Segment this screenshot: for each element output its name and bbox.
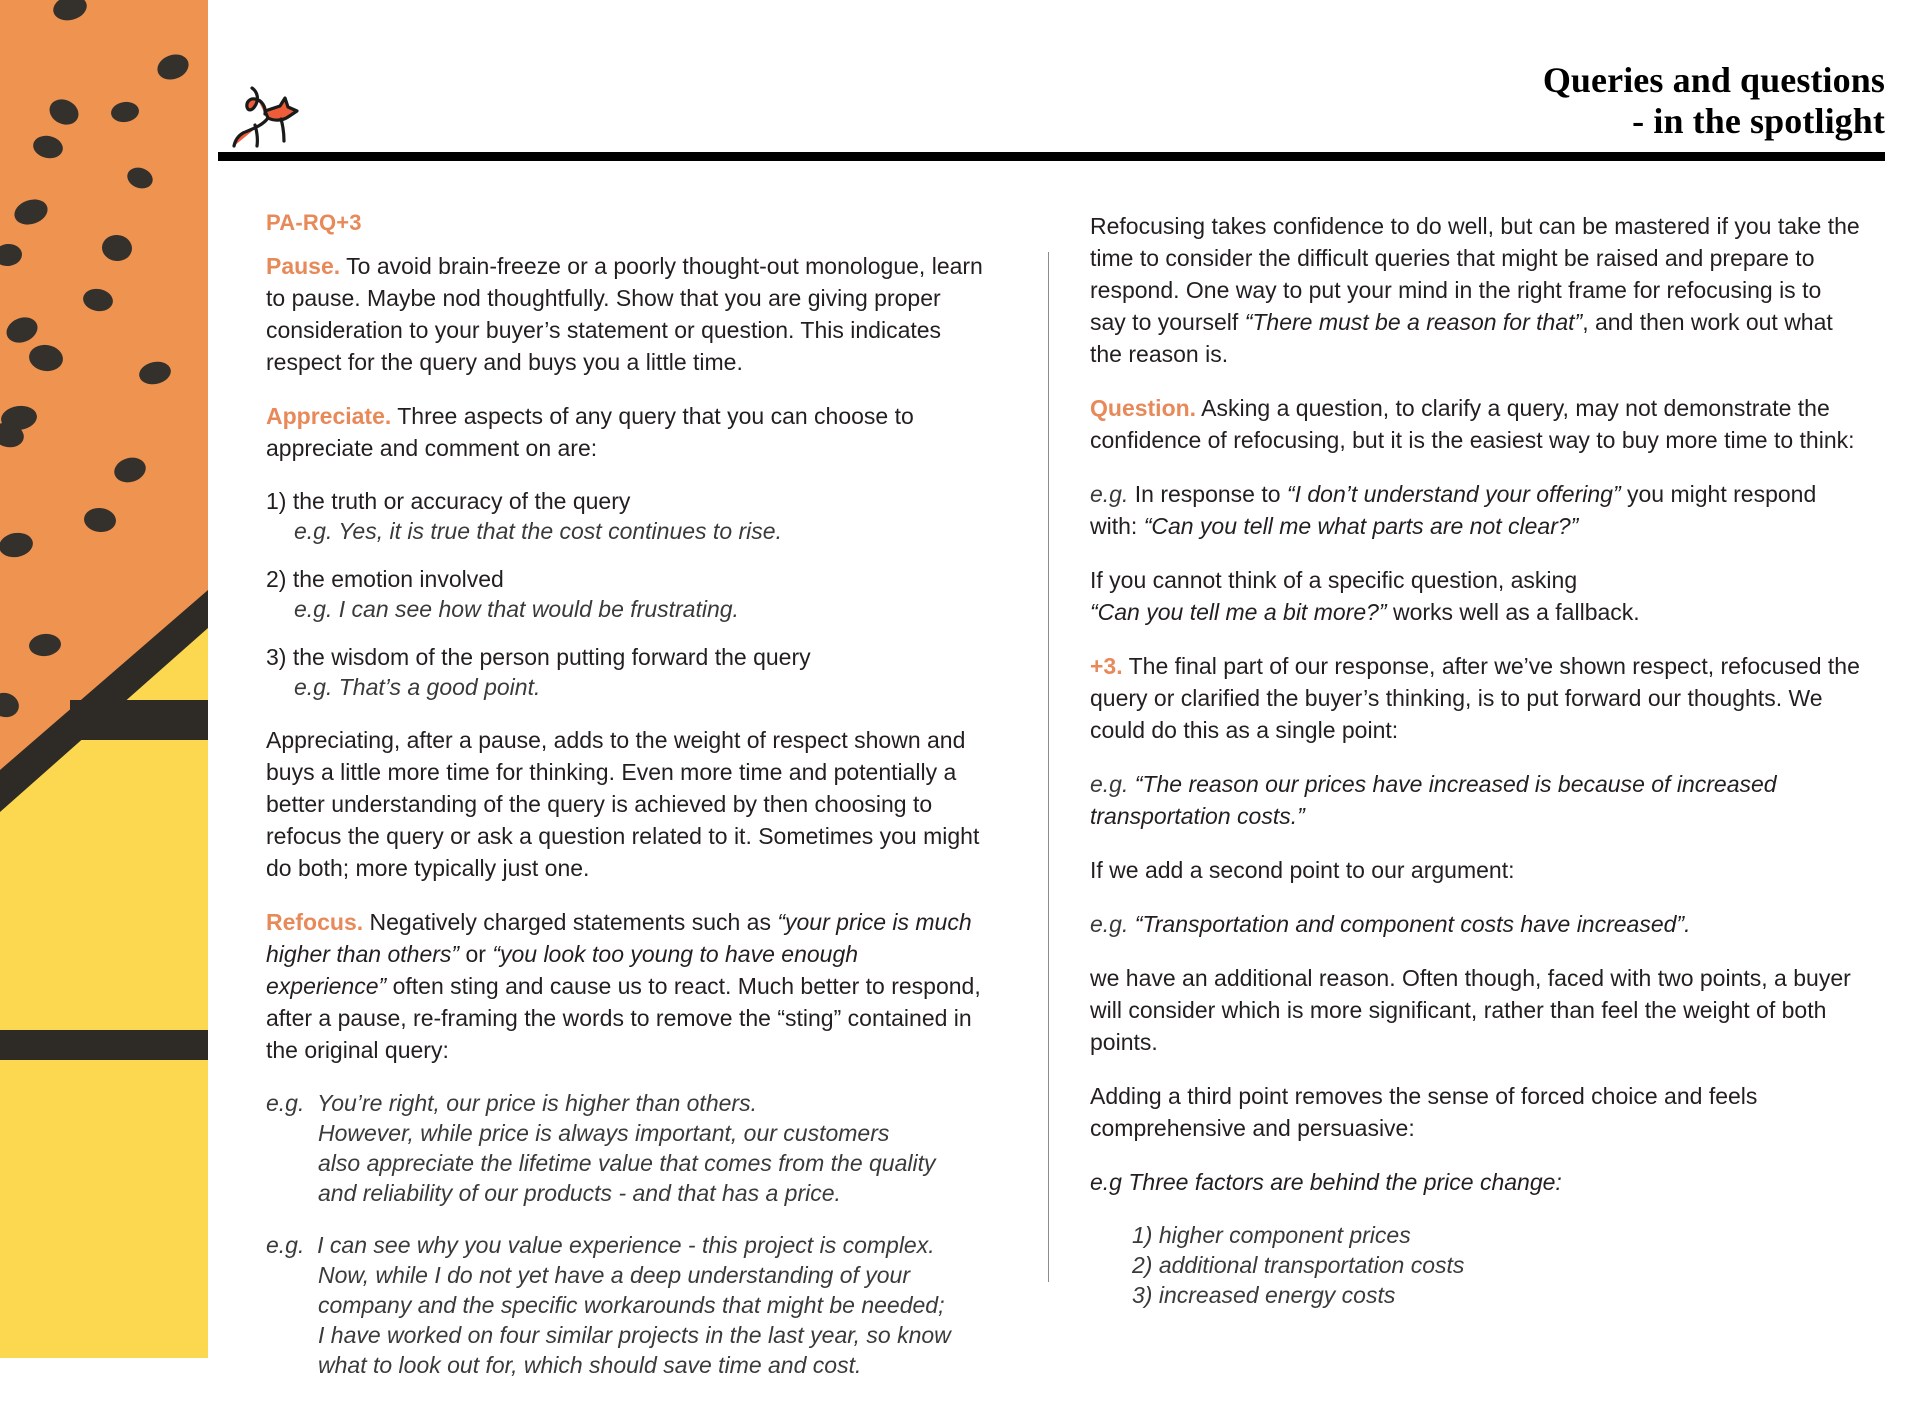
eg-line: also appreciate the lifetime value that comes from the quality <box>318 1150 936 1176</box>
eg-label: e.g. <box>1090 771 1129 797</box>
list-item <box>266 642 984 702</box>
lead-refocus: Refocus. <box>266 909 364 935</box>
eg-line: I can see why you value experience - this project is complex. <box>317 1232 935 1258</box>
paragraph-pause <box>266 250 984 378</box>
eg-label: e.g. <box>1090 911 1129 937</box>
lead-plus-three: +3. <box>1090 653 1123 679</box>
intro-quote: “There must be a reason for that” <box>1244 309 1583 335</box>
page-title-line2: - in the spotlight <box>1632 101 1885 141</box>
page-header <box>218 60 1885 160</box>
pause-body: To avoid brain-freeze or a poorly thought-out monologue, learn to pause. Maybe nod thoughtfully. Show that you are giving proper consideration to your buyer’s statement or question. This indicates respect for the query and buys you a little time. <box>266 253 983 375</box>
plus-three-body: The final part of our response, after we’ve shown respect, refocused the query or clarified the buyer’s thinking, is to put forward our thoughts. We could do this as a single point: <box>1090 653 1860 743</box>
eg-quote: “Transportation and component costs have increased”. <box>1134 911 1691 937</box>
question-fallback <box>1090 564 1860 628</box>
eg-line: However, while price is always important, our customers <box>318 1120 890 1146</box>
eg-quote-1: “I don’t understand your offering” <box>1286 481 1621 507</box>
refocus-body-2: or <box>459 941 493 967</box>
eg-body-1: In response to <box>1128 481 1287 507</box>
right-column <box>1090 210 1860 1310</box>
refocus-quote-2: “you look too young to have enough experience” <box>266 941 859 999</box>
plus-three-example-1 <box>1090 768 1860 832</box>
plus-three-example-3-label <box>1090 1166 1860 1198</box>
page-title <box>1543 60 1885 142</box>
sidebar-pattern-graphic <box>0 0 208 1358</box>
fox-logo-icon <box>228 78 302 150</box>
list-item: 1) higher component prices <box>1132 1222 1411 1248</box>
paragraph-appreciate-closing: Appreciating, after a pause, adds to the weight of respect shown and buys a little more time for thinking. Even more time and potentially a better understanding of the query is achieved by then choosing to refocus the query or ask a question related to it. Sometimes you might do both; more typically just one. <box>266 727 980 881</box>
eg-line: and reliability of our products - and that has a price. <box>318 1180 841 1206</box>
fallback-quote: “Can you tell me a bit more?” <box>1090 599 1387 625</box>
eg-label: e.g Three factors are behind the price change: <box>1090 1169 1562 1195</box>
decorative-sidebar <box>0 0 208 1358</box>
eg-label: e.g. <box>266 1090 305 1116</box>
appreciate-list <box>266 486 984 702</box>
second-point-intro: If we add a second point to our argument: <box>1090 857 1515 883</box>
list-item <box>266 564 984 624</box>
lead-question: Question. <box>1090 395 1197 421</box>
list-item-example: e.g. That’s a good point. <box>294 674 541 700</box>
question-body: Asking a question, to clarify a query, may not demonstrate the confidence of refocusing, but it is the easiest way to buy more time to think: <box>1090 395 1855 453</box>
eg-label: e.g. <box>1090 481 1129 507</box>
header-rule <box>218 152 1885 161</box>
fallback-text-1: If you cannot think of a specific question, asking <box>1090 567 1578 593</box>
section-kicker: PA-RQ+3 <box>266 210 362 235</box>
list-item: 3) increased energy costs <box>1132 1282 1396 1308</box>
eg-line: You’re right, our price is higher than others. <box>317 1090 757 1116</box>
paragraph-refocusing-intro <box>1090 210 1860 370</box>
page-title-line1: Queries and questions <box>1542 60 1885 100</box>
intro-body-2: , and then work out what the reason is. <box>1090 309 1833 367</box>
eg-label: e.g. <box>266 1232 305 1258</box>
eg-quote: “The reason our prices have increased is because of increased transportation costs.” <box>1090 771 1777 829</box>
refocus-example-1 <box>266 1088 984 1208</box>
appreciate-body: Three aspects of any query that you can choose to appreciate and comment on are: <box>266 403 914 461</box>
list-item-example: e.g. I can see how that would be frustrating. <box>294 596 739 622</box>
eg-body-2: you might respond with: <box>1090 481 1817 539</box>
fallback-text-2: works well as a fallback. <box>1386 599 1640 625</box>
list-item-text: 2) the emotion involved <box>266 566 504 592</box>
refocus-body-1: Negatively charged statements such as <box>363 909 778 935</box>
eg-line: I have worked on four similar projects in the last year, so know <box>318 1322 951 1348</box>
refocus-example-2 <box>266 1230 984 1380</box>
refocus-body-3: often sting and cause us to react. Much better to respond, after a pause, re-framing the words to remove the “sting” contained in the original query: <box>266 973 981 1063</box>
paragraph-plus-three <box>1090 650 1860 746</box>
paragraph-refocus <box>266 906 984 1066</box>
refocus-quote-1: “your price is much higher than others” <box>266 909 972 967</box>
eg-line: company and the specific workarounds that might be needed; <box>318 1292 945 1318</box>
left-column <box>266 210 984 1402</box>
paragraph-question <box>1090 392 1860 456</box>
plus-three-example-2 <box>1090 908 1860 940</box>
lead-pause: Pause. <box>266 253 341 279</box>
lead-appreciate: Appreciate. <box>266 403 392 429</box>
three-factors-list <box>1090 1220 1860 1310</box>
paragraph-appreciate <box>266 400 984 464</box>
list-item-example: e.g. Yes, it is true that the cost continues to rise. <box>294 518 782 544</box>
question-example <box>1090 478 1860 542</box>
intro-body-1: Refocusing takes confidence to do well, but can be mastered if you take the time to consider the difficult queries that might be raised and prepare to respond. One way to put your mind in the right frame for refocusing is to say to yourself <box>1090 213 1860 335</box>
list-item <box>266 486 984 546</box>
fox-logo <box>228 78 302 150</box>
column-divider <box>1048 252 1049 1282</box>
eg-line: what to look out for, which should save time and cost. <box>318 1352 862 1378</box>
eg-line: Now, while I do not yet have a deep understanding of your <box>318 1262 911 1288</box>
list-item: 2) additional transportation costs <box>1132 1252 1465 1278</box>
list-item-text: 1) the truth or accuracy of the query <box>266 488 631 514</box>
after-second-point: we have an additional reason. Often though, faced with two points, a buyer will consider which is more significant, rather than feel the weight of both points. <box>1090 965 1851 1055</box>
third-point-text: Adding a third point removes the sense of forced choice and feels comprehensive and persuasive: <box>1090 1083 1758 1141</box>
eg-quote-2: “Can you tell me what parts are not clear?” <box>1143 513 1579 539</box>
list-item-text: 3) the wisdom of the person putting forward the query <box>266 644 811 670</box>
